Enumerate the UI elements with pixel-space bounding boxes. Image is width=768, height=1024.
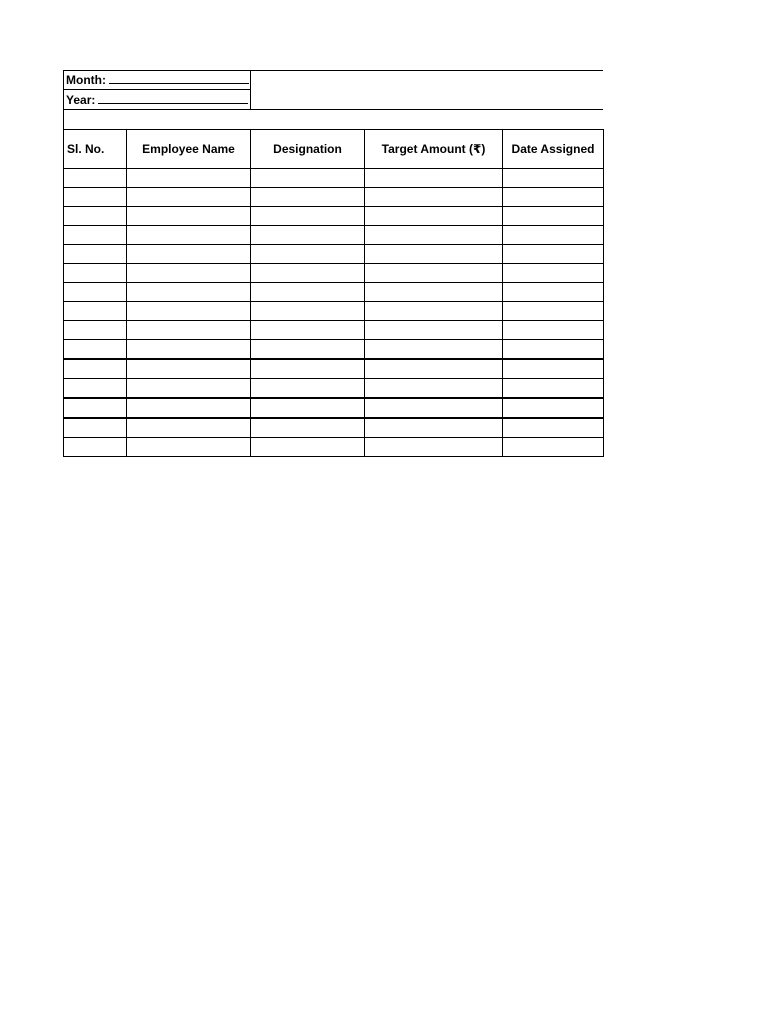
- table-cell[interactable]: [365, 264, 503, 283]
- table-cell[interactable]: [64, 169, 127, 188]
- year-underline[interactable]: [98, 94, 248, 104]
- table-cell[interactable]: [251, 207, 365, 226]
- table-cell[interactable]: [365, 418, 503, 438]
- month-underline[interactable]: [109, 74, 249, 84]
- table-cell[interactable]: [365, 302, 503, 321]
- table-row: [64, 340, 604, 360]
- table-cell[interactable]: [127, 438, 251, 457]
- table-cell[interactable]: [251, 379, 365, 399]
- table-cell[interactable]: [251, 398, 365, 418]
- year-label: Year:: [66, 93, 96, 107]
- table-cell[interactable]: [365, 245, 503, 264]
- table-cell[interactable]: [365, 359, 503, 379]
- header-designation: Designation: [251, 130, 365, 169]
- table-cell[interactable]: [64, 438, 127, 457]
- month-label: Month:: [66, 73, 106, 87]
- table-cell[interactable]: [365, 438, 503, 457]
- table-cell[interactable]: [503, 264, 604, 283]
- table-row: [64, 438, 604, 457]
- table-cell[interactable]: [503, 438, 604, 457]
- table-cell[interactable]: [64, 264, 127, 283]
- table-cell[interactable]: [251, 438, 365, 457]
- table-cell[interactable]: [127, 264, 251, 283]
- table-row: [64, 283, 604, 302]
- table-cell[interactable]: [503, 283, 604, 302]
- table-cell[interactable]: [251, 226, 365, 245]
- table-cell[interactable]: [251, 340, 365, 360]
- table-row: [64, 264, 604, 283]
- table-cell[interactable]: [251, 359, 365, 379]
- table-row: [64, 226, 604, 245]
- table-cell[interactable]: [503, 321, 604, 340]
- table-cell[interactable]: [251, 169, 365, 188]
- header-target-amount: Target Amount (₹): [365, 130, 503, 169]
- table-cell[interactable]: [365, 283, 503, 302]
- month-field[interactable]: [66, 70, 249, 90]
- table-cell[interactable]: [365, 379, 503, 399]
- table-cell[interactable]: [64, 283, 127, 302]
- table-cell[interactable]: [503, 245, 604, 264]
- table-cell[interactable]: [127, 245, 251, 264]
- table-cell[interactable]: [365, 188, 503, 207]
- table-cell[interactable]: [503, 340, 604, 360]
- table-row: [64, 418, 604, 438]
- table-cell[interactable]: [127, 169, 251, 188]
- table-row: [64, 302, 604, 321]
- table-cell[interactable]: [64, 226, 127, 245]
- table-cell[interactable]: [64, 379, 127, 399]
- table-cell[interactable]: [365, 340, 503, 360]
- table-row: [64, 398, 604, 418]
- table-cell[interactable]: [251, 188, 365, 207]
- table-row: [64, 321, 604, 340]
- table-cell[interactable]: [503, 226, 604, 245]
- table-cell[interactable]: [64, 188, 127, 207]
- table-cell[interactable]: [127, 398, 251, 418]
- table-cell[interactable]: [365, 321, 503, 340]
- table-cell[interactable]: [251, 418, 365, 438]
- table-row: [64, 169, 604, 188]
- table-cell[interactable]: [251, 321, 365, 340]
- header-employee-name: Employee Name: [127, 130, 251, 169]
- table-cell[interactable]: [503, 207, 604, 226]
- table-cell[interactable]: [503, 359, 604, 379]
- table-cell[interactable]: [127, 379, 251, 399]
- table-cell[interactable]: [127, 188, 251, 207]
- table-cell[interactable]: [127, 283, 251, 302]
- table-cell[interactable]: [365, 169, 503, 188]
- table-cell[interactable]: [503, 379, 604, 399]
- table-row: [64, 188, 604, 207]
- table-cell[interactable]: [64, 207, 127, 226]
- table-cell[interactable]: [251, 245, 365, 264]
- table-cell[interactable]: [365, 398, 503, 418]
- header-field-divider: [250, 70, 251, 110]
- table-cell[interactable]: [503, 418, 604, 438]
- table-cell[interactable]: [64, 245, 127, 264]
- table-cell[interactable]: [127, 340, 251, 360]
- table-cell[interactable]: [251, 283, 365, 302]
- table-cell[interactable]: [64, 340, 127, 360]
- table-cell[interactable]: [503, 169, 604, 188]
- table-row: [64, 245, 604, 264]
- header-date-assigned: Date Assigned: [503, 130, 604, 169]
- table-cell[interactable]: [127, 321, 251, 340]
- year-field[interactable]: [66, 90, 248, 110]
- table-cell[interactable]: [127, 207, 251, 226]
- employee-target-table: [63, 129, 604, 457]
- table-cell[interactable]: [64, 321, 127, 340]
- table-cell[interactable]: [251, 302, 365, 321]
- table-cell[interactable]: [503, 188, 604, 207]
- header-sl-no: Sl. No.: [64, 130, 127, 169]
- header-left-border: [63, 70, 64, 130]
- table-cell[interactable]: [64, 398, 127, 418]
- table-row: [64, 379, 604, 399]
- table-row: [64, 207, 604, 226]
- table-cell[interactable]: [503, 302, 604, 321]
- table-header-row: [64, 130, 604, 169]
- table-cell[interactable]: [64, 302, 127, 321]
- table-body: [64, 169, 604, 457]
- table-cell[interactable]: [64, 418, 127, 438]
- table-cell[interactable]: [127, 226, 251, 245]
- table-cell[interactable]: [251, 264, 365, 283]
- table-cell[interactable]: [64, 359, 127, 379]
- table-row: [64, 359, 604, 379]
- table-cell[interactable]: [503, 398, 604, 418]
- table-cell[interactable]: [365, 207, 503, 226]
- table-cell[interactable]: [127, 359, 251, 379]
- table-cell[interactable]: [127, 418, 251, 438]
- table-cell[interactable]: [127, 302, 251, 321]
- table-cell[interactable]: [365, 226, 503, 245]
